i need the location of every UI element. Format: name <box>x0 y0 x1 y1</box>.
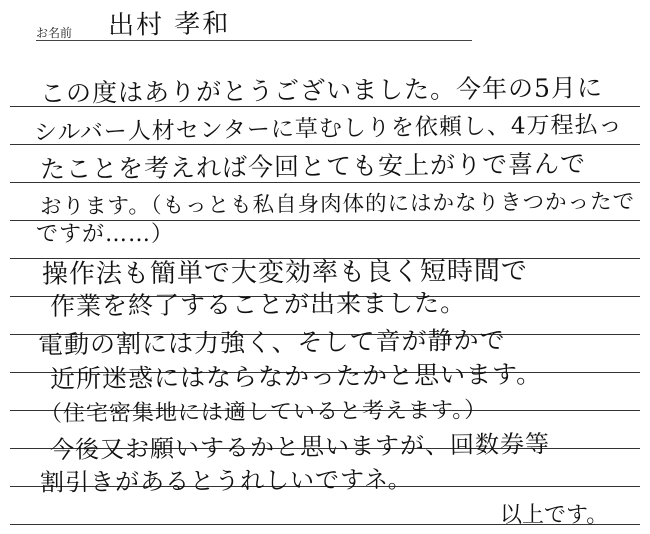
letter-line: 近所迷惑にはならなかったかと思います。 <box>49 359 543 394</box>
letter-line: 操作法も簡単で大変効率も良く短時間で <box>41 256 529 290</box>
closing-text: 以上です。 <box>500 503 609 528</box>
handwritten-name: 出村 孝和 <box>107 8 231 42</box>
letter-line: おります。（もっとも私自身肉体的にはかなりきつかったで <box>39 189 636 220</box>
letter-line: シルバー人材センターに草むしりを依頼し、4万程払っ <box>33 111 623 147</box>
letter-line: 今後又お願いするかと思いますが、回数券等 <box>49 429 551 465</box>
letter-line: 割引きがあるとうれしいですネ。 <box>39 465 413 497</box>
letter-line: この度はありがとうございました。今年の5月に <box>39 73 604 108</box>
name-label: お名前 <box>36 26 73 40</box>
letter-line: 電動の割には力強く、そして音が静かで <box>37 325 506 360</box>
letter-line: ですが……） <box>36 222 175 247</box>
letter-line: （住宅密集地には適していると考えます。） <box>39 398 488 427</box>
letter-line: たことを考えれば今回とても安上がりで喜んで <box>39 149 587 184</box>
letter-line: 作業を終了することが出来ました。 <box>49 288 467 321</box>
name-underline <box>36 40 472 41</box>
